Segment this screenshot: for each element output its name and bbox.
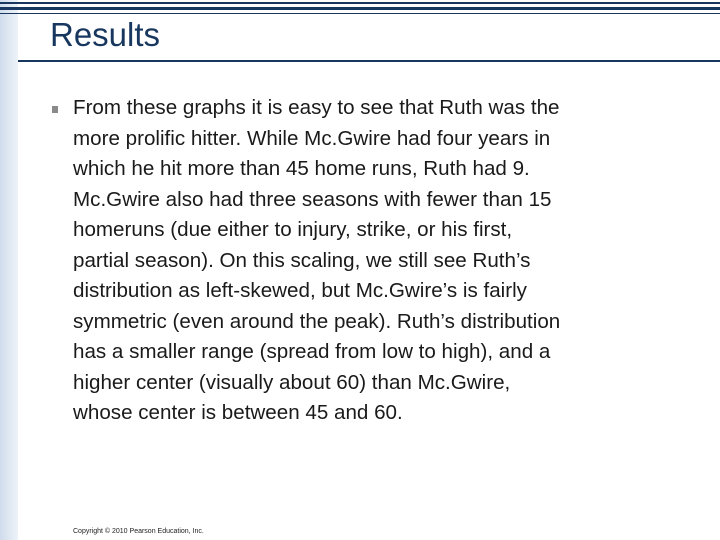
- bullet-line: whose center is between 45 and 60.: [73, 401, 403, 424]
- slide-title: Results: [50, 16, 161, 53]
- bullet-line: homeruns (due either to injury, strike, or his first,: [73, 218, 513, 241]
- bullet-line: From these graphs it is easy to see that Ruth was the: [73, 96, 560, 119]
- bullet-line: higher center (visually about 60) than Mc.Gwire,: [73, 370, 511, 394]
- bullet-line: distribution as left-skewed, but Mc.Gwire’s is fairly: [73, 279, 527, 302]
- top-rule-thick: [0, 7, 720, 10]
- copyright-footer: Copyright © 2010 Pearson Education, Inc.: [73, 528, 204, 535]
- title-underline: [18, 60, 720, 62]
- bullet-line: which he hit more than 45 home runs, Ruth had 9.: [73, 157, 530, 180]
- bullet-line: has a smaller range (spread from low to high), and a: [73, 340, 551, 363]
- top-rule-hairline: [0, 13, 720, 14]
- bullet-line: more prolific hitter. While Mc.Gwire had four years in: [73, 126, 551, 150]
- bullet-line: Mc.Gwire also had three seasons with fewer than 15: [73, 187, 552, 211]
- bullet-line: partial season). On this scaling, we still see Ruth’s: [73, 248, 531, 272]
- top-rules: [0, 0, 720, 16]
- left-decorative-band: [0, 0, 18, 540]
- bullet-text: [73, 93, 703, 429]
- bullet-line: symmetric (even around the peak). Ruth’s distribution: [73, 309, 561, 333]
- square-bullet-icon: [52, 106, 58, 113]
- top-rule-thin: [0, 2, 720, 4]
